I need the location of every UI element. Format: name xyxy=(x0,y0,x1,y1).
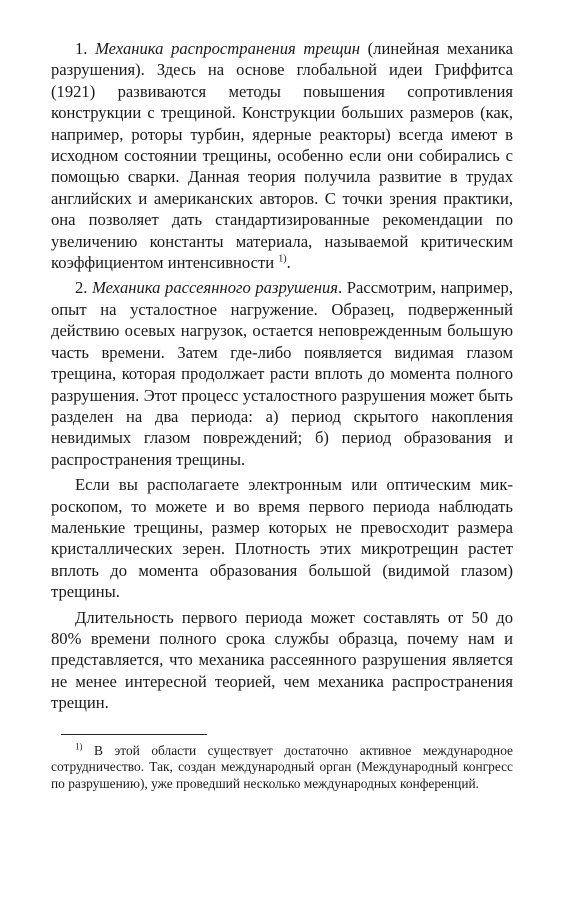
paragraph-body: Длительность первого периода может составлять от 50 до 80% времени полного срока службы образца, почему нам и представляется, что механика рассеянного разрушения является не менее интересной теорией, чем механика распространения трещин. xyxy=(51,607,513,713)
paragraph-lead-title: Механика распространения трещин xyxy=(95,39,361,58)
paragraph-first-period xyxy=(51,607,513,714)
document-page xyxy=(51,38,513,792)
footnote-divider xyxy=(61,734,207,735)
paragraph-number: 2. xyxy=(75,278,88,298)
footnote-marker: 1) xyxy=(75,741,83,752)
paragraph-body: Если вы располагаете электронным или оптическим микроскопом, то можете и во время первого периода наблюдать маленькие трещины, размер которых не превосходит размера кристаллических зерен. Плотность этих микротрещин растет вплоть до момента образования большой (видимой глазом) трещины. xyxy=(51,475,513,602)
paragraph-body: . Рассмотрим, например, опыт на усталостное нагружение. Образец, подверженный действию осевых нагрузок, остается неповрежденным большую часть времени. Затем где-либо появляется видимая глазом трещина, которая продолжает расти вплоть до момента полного разрушения. Этот процесс усталостного разрушения может быть разделен на два периода: а) период скрытого накопления невидимых глазом повреждений; б) период образования и распространения трещины. xyxy=(51,278,513,469)
paragraph-body: (линейная механика разрушения). Здесь на основе глобальной идеи Гриффитса (1921) развиваются методы повышения сопротивления конструкции с трещиной. Конструкции больших размеров (как, например, роторы турбин, ядерные реакторы) всегда имеют в исходном состоянии трещины, особенно если они собирались с помощью сварки. Данная теория получила развитие в трудах английских и американских авторов. С точки зрения практики, она позволяет дать стандартизированные рекомендации по увеличению константы материала, называемой критическим коэффициентом интенсивности xyxy=(51,39,514,273)
paragraph-microscope xyxy=(51,474,513,602)
footnote-text: В этой области существует достаточно активное международное сотрудничество. Так, создан международный орган (Международный конгресс по разрушению), уже проведший несколько международных конференций. xyxy=(51,742,513,791)
paragraph-tail: . xyxy=(286,253,291,273)
paragraph-lead-title: Механика рассеянного разрушения xyxy=(92,278,339,298)
paragraph-dispersed-fracture xyxy=(51,277,513,470)
paragraph-crack-propagation xyxy=(51,38,513,273)
footnote xyxy=(51,743,513,793)
paragraph-number: 1. xyxy=(75,39,88,58)
footnote-reference[interactable]: 1) xyxy=(278,253,287,265)
